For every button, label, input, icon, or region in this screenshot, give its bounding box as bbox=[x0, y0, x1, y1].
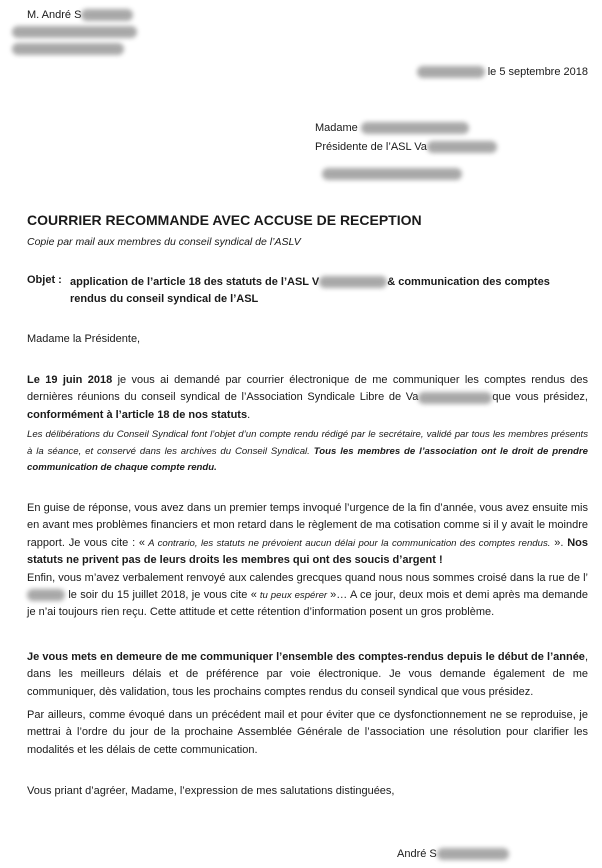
redacted-text bbox=[27, 589, 65, 601]
redacted-place bbox=[417, 66, 485, 78]
redacted-text bbox=[437, 848, 509, 860]
redacted-text bbox=[319, 276, 387, 288]
redacted-sender-address bbox=[12, 43, 124, 55]
redacted-text bbox=[418, 392, 492, 404]
signature: André S bbox=[397, 848, 509, 860]
recipient-block bbox=[315, 119, 497, 157]
redacted-text bbox=[361, 122, 469, 134]
letter-heading: COURRIER RECOMMANDE AVEC ACCUSE DE RECEPTION bbox=[27, 212, 422, 228]
closing-formula: Vous priant d’agréer, Madame, l’expression de mes salutations distinguées, bbox=[27, 785, 395, 797]
object-label: Objet : bbox=[27, 274, 62, 286]
paragraph-response: En guise de réponse, vous avez dans un premier temps invoqué l’urgence de la fin d’année, vous avez ensuite mis en avant mes problèmes financiers et mon retard dans le règlement de ma cotisation comme si il y avait le moindre rapport. Je vous cite : « A contrario, les statuts ne prévoient aucun délai pour la communication des comptes rendus. ». Nos statuts ne privent pas de leurs droits les membres qui ont des soucis d’argent ! Enfin, vous m’avez verbalement renvoyé aux calendes grecques quand nous nous sommes croisé dans la rue de l’ le soir du 15 juillet 2018, je vous cite « tu peux espérer »… A ce jour, deux mois et demi après ma demande je n’ai toujours rien reçu. Cette attitude et cette rétention d’information posent un gros problème. bbox=[27, 502, 588, 619]
redacted-recipient-address bbox=[322, 168, 462, 180]
copy-note: Copie par mail aux membres du conseil syndical de l’ASLV bbox=[27, 236, 301, 248]
redacted-text bbox=[427, 141, 497, 153]
redacted-text bbox=[81, 9, 133, 21]
paragraph-article-quote: Les délibérations du Conseil Syndical font l’objet d’un compte rendu rédigé par le secrétaire, validé par tous les membres présents à la séance, et conservé dans les archives du Conseil Syndical. Tous les membres de l’association ont le droit de prendre communication de chaque compte rendu. bbox=[27, 429, 588, 473]
paragraph-resolution: Par ailleurs, comme évoqué dans un précédent mail et pour éviter que ce dysfonctionnement ne se reproduise, je mettrai à l’ordre du jour de la prochaine Assemblée Générale de l’association une résolution pour clarifier les modalités et les délais de cette communication. bbox=[27, 709, 588, 756]
object-text: application de l’article 18 des statuts de l’ASL V & communication des comptes rendus du conseil syndical de l’ASL bbox=[70, 276, 550, 305]
salutation: Madame la Présidente, bbox=[27, 333, 141, 345]
letter-date: le 5 septembre 2018 bbox=[417, 66, 588, 78]
recipient-line-2: Présidente de l’ASL Va bbox=[315, 138, 497, 157]
paragraph-formal-notice: Je vous mets en demeure de me communiquer l’ensemble des comptes-rendus depuis le début de l’année, dans les meilleurs délais et de préférence par voie électronique. Je vous demande également de me communiquer, dès validation, tous les prochains comptes rendus du conseil syndical que vous présidez. bbox=[27, 651, 588, 698]
recipient-line-1: Madame bbox=[315, 119, 497, 138]
paragraph-request: Le 19 juin 2018 je vous ai demandé par courrier électronique de me communiquer les comptes rendus des dernières réunions du conseil syndical de l’Association Syndicale Libre de Va que vous présidez, conformément à l’article 18 de nos statuts. bbox=[27, 374, 588, 421]
sender-name: M. André S bbox=[27, 9, 133, 21]
redacted-sender-address bbox=[12, 26, 137, 38]
